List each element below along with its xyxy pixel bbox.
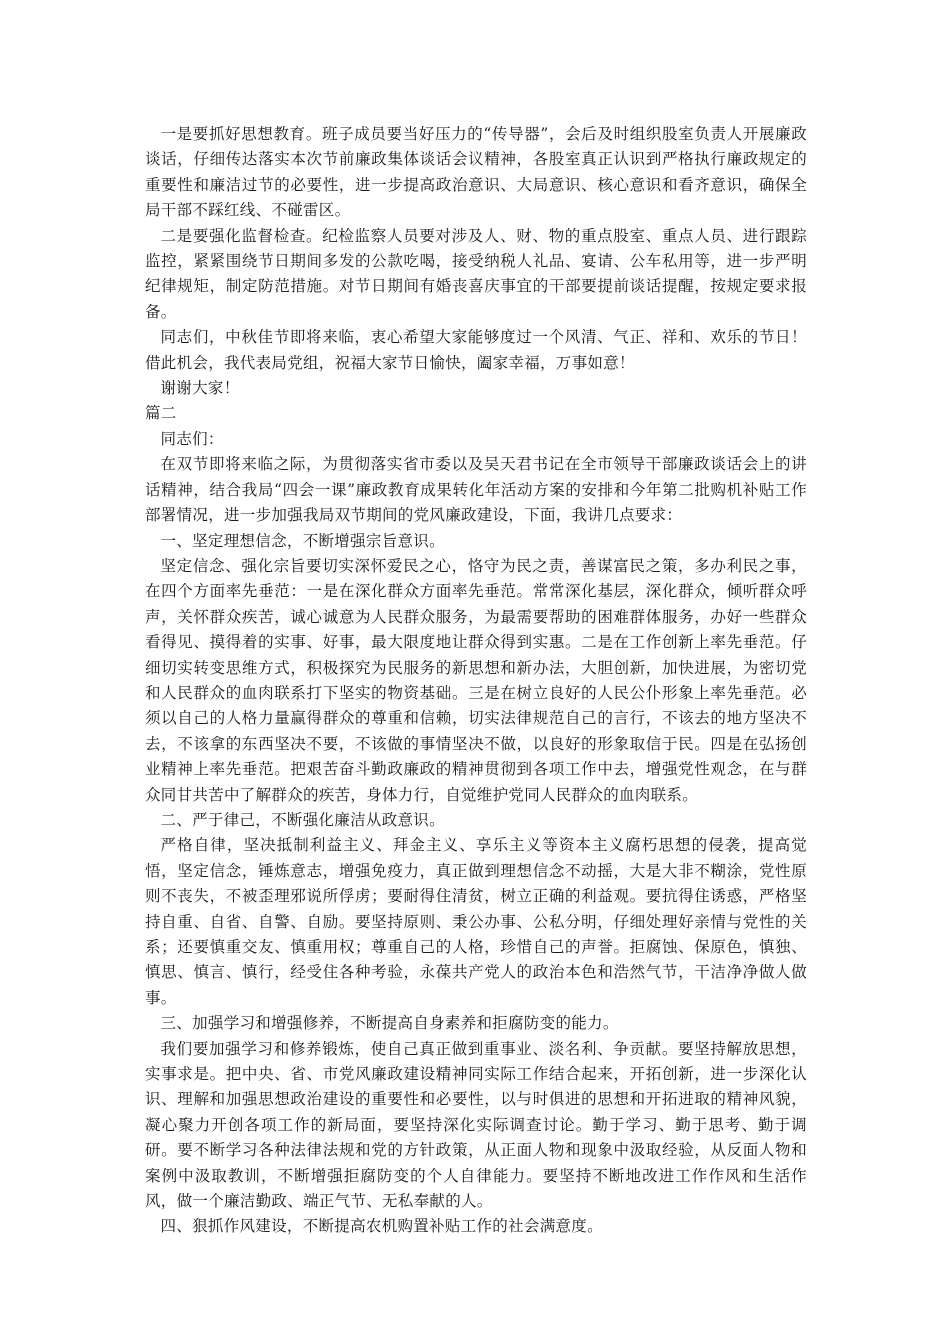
paragraph-salutation: 同志们： [160,429,224,448]
paragraph-introduction: 在双节即将来临之际，为贯彻落实省市委以及吴天君书记在全市领导干部廉政谈话会上的讲话精神，结合我局“四会一课”廉政教育成果转化年活动方案的安排和今年第二批购机补贴工作部署情况，进一步加强我局双节期间的党风廉政建设，下面，我讲几点要求： [145,455,807,525]
document-body [145,122,807,1240]
heading-point-one: 一、坚定理想信念，不断增强宗旨意识。 [160,531,445,550]
paragraph-point-two: 严格自律，坚决抵制利益主义、拜金主义、享乐主义等资本主义腐朽思想的侵袭，提高觉悟，坚定信念，锤炼意志，增强免疫力，真正做到理想信念不动摇，大是大非不糊涂，党性原则不丧失，不被歪理邪说所俘虏；要耐得住清贫，树立正确的利益观。要抗得住诱惑，严格坚持自重、自省、自警、自励。要坚持原则、秉公办事、公私分明，仔细处理好亲情与党性的关系；还要慎重交友、慎重用权；尊重自己的人格，珍惜自己的声誉。拒腐蚀、保原色，慎独、慎思、慎言、慎行，经受住各种考验，永葆共产党人的政治本色和浩然气节，干洁净净做人做事。 [145,836,807,1007]
paragraph-point-one: 坚定信念、强化宗旨要切实深怀爱民之心，恪守为民之责，善谋富民之策，多办利民之事，在四个方面率先垂范：一是在深化群众方面率先垂范。常常深化基层，深化群众，倾听群众呼声，关怀群众疾苦，诚心诚意为人民群众服务，为最需要帮助的困难群体服务，办好一些群众看得见、摸得着的实事、好事，最大限度地让群众得到实惠。二是在工作创新上率先垂范。仔细切实转变思维方式，积极探究为民服务的新思想和新办法，大胆创新，加快进展，为密切党和人民群众的血肉联系打下坚实的物资基础。三是在树立良好的人民公仆形象上率先垂范。必须以自己的人格力量赢得群众的尊重和信赖，切实法律规范自己的言行，不该去的地方坚决不去，不该拿的东西坚决不要，不该做的事情坚决不做，以良好的形象取信于民。四是在弘扬创业精神上率先垂范。把艰苦奋斗勤政廉政的精神贯彻到各项工作中去，增强党性观念，在与群众同甘共苦中了解群众的疾苦，身体力行，自觉维护党同人民群众的血肉联系。 [145,556,807,804]
paragraph-thanks: 谢谢大家！ [160,379,240,398]
section-heading-part-two: 篇二 [145,404,177,423]
heading-point-four: 四、狠抓作风建设，不断提高农机购置补贴工作的社会满意度。 [160,1217,603,1236]
paragraph-ideological-education: 一是要抓好思想教育。班子成员要当好压力的“传导器”，会后及时组织股室负责人开展廉政谈话，仔细传达落实本次节前廉政集体谈话会议精神，各股室真正认识到严格执行廉政规定的重要性和廉洁过节的必要性，进一步提高政治意识、大局意识、核心意识和看齐意识，确保全局干部不踩红线、不碰雷区。 [145,125,807,220]
heading-point-three: 三、加强学习和增强修养，不断提高自身素养和拒腐防变的能力。 [160,1014,619,1033]
paragraph-festival-wishes: 同志们，中秋佳节即将来临，衷心希望大家能够度过一个风清、气正、祥和、欢乐的节日！借此机会，我代表局党组，祝福大家节日愉快，阖家幸福，万事如意！ [145,328,807,372]
paragraph-supervision: 二是要强化监督检查。纪检监察人员要对涉及人、财、物的重点股室、重点人员、进行跟踪监控，紧紧围绕节日期间多发的公款吃喝，接受纳税人礼品、宴请、公车私用等，进一步严明纪律规矩，制定防范措施。对节日期间有婚丧喜庆事宜的干部要提前谈话提醒，按规定要求报备。 [145,226,807,321]
heading-point-two: 二、严于律己，不断强化廉洁从政意识。 [160,810,445,829]
paragraph-point-three: 我们要加强学习和修养锻炼，使自己真正做到重事业、淡名利、争贡献。要坚持解放思想，实事求是。把中央、省、市党风廉政建设精神同实际工作结合起来，开拓创新，进一步深化认识、理解和加强思想政治建设的重要性和必要性，以与时俱进的思想和开拓进取的精神风貌，凝心聚力开创各项工作的新局面，要坚持深化实际调查讨论。勤于学习、勤于思考、勤于调研。要不断学习各种法律法规和党的方针政策，从正面人物和现象中汲取经验，从反面人物和案例中汲取教训，不断增强拒腐防变的个人自律能力。要坚持不断地改进工作作风和生活作风，做一个廉洁勤政、端正气节、无私奉献的人。 [145,1039,807,1211]
